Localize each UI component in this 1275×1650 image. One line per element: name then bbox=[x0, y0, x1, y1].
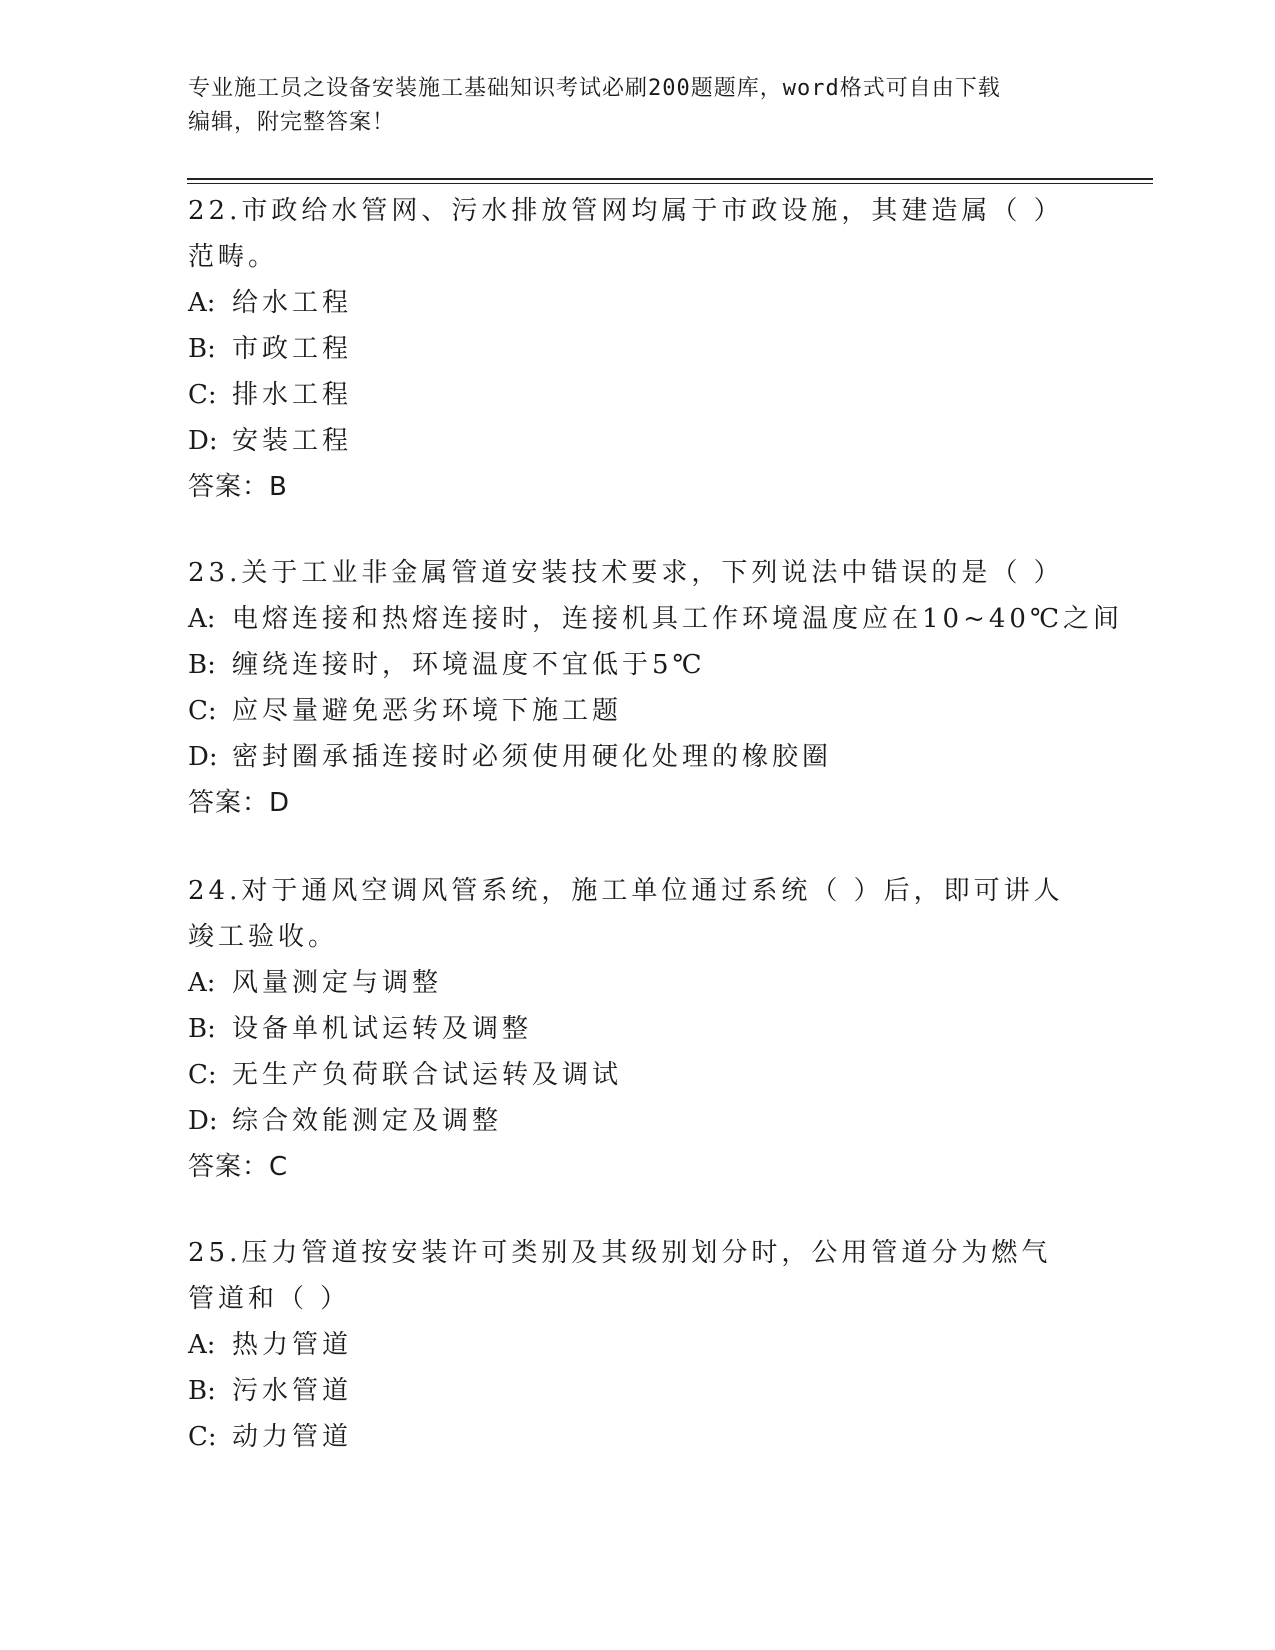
option-b bbox=[188, 1006, 1078, 1052]
option-d bbox=[188, 734, 1078, 780]
option-c bbox=[188, 1414, 1078, 1460]
option-label: B: bbox=[188, 650, 216, 680]
question-24 bbox=[188, 868, 1078, 1190]
question-23 bbox=[188, 550, 1124, 826]
option-text: 密封圈承插连接时必须使用硬化处理的橡胶圈 bbox=[232, 742, 833, 772]
option-text: 缠绕连接时，环境温度不宜低于5℃ bbox=[232, 650, 706, 680]
option-text: 设备单机试运转及调整 bbox=[232, 1014, 533, 1044]
question-stem: 25.压力管道按安装许可类别及其级别划分时，公用管道分为燃气管道和（ ） bbox=[188, 1238, 1052, 1314]
option-label: D: bbox=[188, 742, 218, 772]
option-text: 污水管道 bbox=[232, 1376, 353, 1406]
option-b bbox=[188, 642, 1078, 688]
answer-line: 答案：C bbox=[188, 1152, 289, 1182]
option-label: D: bbox=[188, 426, 218, 456]
option-text: 无生产负荷联合试运转及调试 bbox=[232, 1060, 623, 1090]
option-label: C: bbox=[188, 1060, 217, 1090]
header-line-2: 编辑，附完整答案！ bbox=[188, 110, 396, 135]
option-label: A: bbox=[188, 288, 216, 318]
option-a bbox=[188, 280, 1078, 326]
question-22 bbox=[188, 188, 1078, 510]
option-label: A: bbox=[188, 1330, 216, 1360]
answer-line: 答案：B bbox=[188, 472, 288, 502]
option-label: B: bbox=[188, 1014, 216, 1044]
option-text: 市政工程 bbox=[232, 334, 353, 364]
option-text: 综合效能测定及调整 bbox=[232, 1106, 503, 1136]
option-text: 给水工程 bbox=[232, 288, 353, 318]
option-b bbox=[188, 326, 1078, 372]
option-a bbox=[188, 1322, 1078, 1368]
option-c bbox=[188, 372, 1078, 418]
option-label: A: bbox=[188, 968, 216, 998]
option-label: C: bbox=[188, 380, 217, 410]
header-divider-thick bbox=[187, 178, 1153, 180]
option-label: B: bbox=[188, 1376, 216, 1406]
option-label: B: bbox=[188, 334, 216, 364]
question-stem: 24.对于通风空调风管系统，施工单位通过系统（ ）后，即可讲人竣工验收。 bbox=[188, 876, 1064, 952]
option-text: 排水工程 bbox=[232, 380, 353, 410]
header-line-1: 专业施工员之设备安装施工基础知识考试必刷200题题库，word格式可自由下载 bbox=[188, 76, 1001, 101]
option-a bbox=[188, 960, 1078, 1006]
option-text: 安装工程 bbox=[232, 426, 353, 456]
question-25 bbox=[188, 1230, 1078, 1460]
option-label: C: bbox=[188, 1422, 217, 1452]
option-label: D: bbox=[188, 1106, 218, 1136]
option-c bbox=[188, 688, 1078, 734]
option-text: 动力管道 bbox=[232, 1422, 353, 1452]
option-text: 风量测定与调整 bbox=[232, 968, 443, 998]
option-text: 热力管道 bbox=[232, 1330, 353, 1360]
option-label: A: bbox=[188, 604, 216, 634]
document-header bbox=[188, 72, 1068, 140]
option-label: C: bbox=[188, 696, 217, 726]
header-divider-thin bbox=[187, 183, 1153, 184]
option-b bbox=[188, 1368, 1078, 1414]
question-stem: 23.关于工业非金属管道安装技术要求，下列说法中错误的是（ ） bbox=[188, 558, 1064, 588]
option-a bbox=[188, 596, 1124, 642]
answer-line: 答案：D bbox=[188, 788, 291, 818]
option-d bbox=[188, 1098, 1078, 1144]
option-text: 应尽量避免恶劣环境下施工题 bbox=[232, 696, 623, 726]
question-stem: 22.市政给水管网、污水排放管网均属于市政设施，其建造属（ ）范畴。 bbox=[188, 196, 1064, 272]
option-text: 电熔连接和热熔连接时，连接机具工作环境温度应在10~40℃之间 bbox=[232, 604, 1124, 634]
option-c bbox=[188, 1052, 1078, 1098]
option-d bbox=[188, 418, 1078, 464]
